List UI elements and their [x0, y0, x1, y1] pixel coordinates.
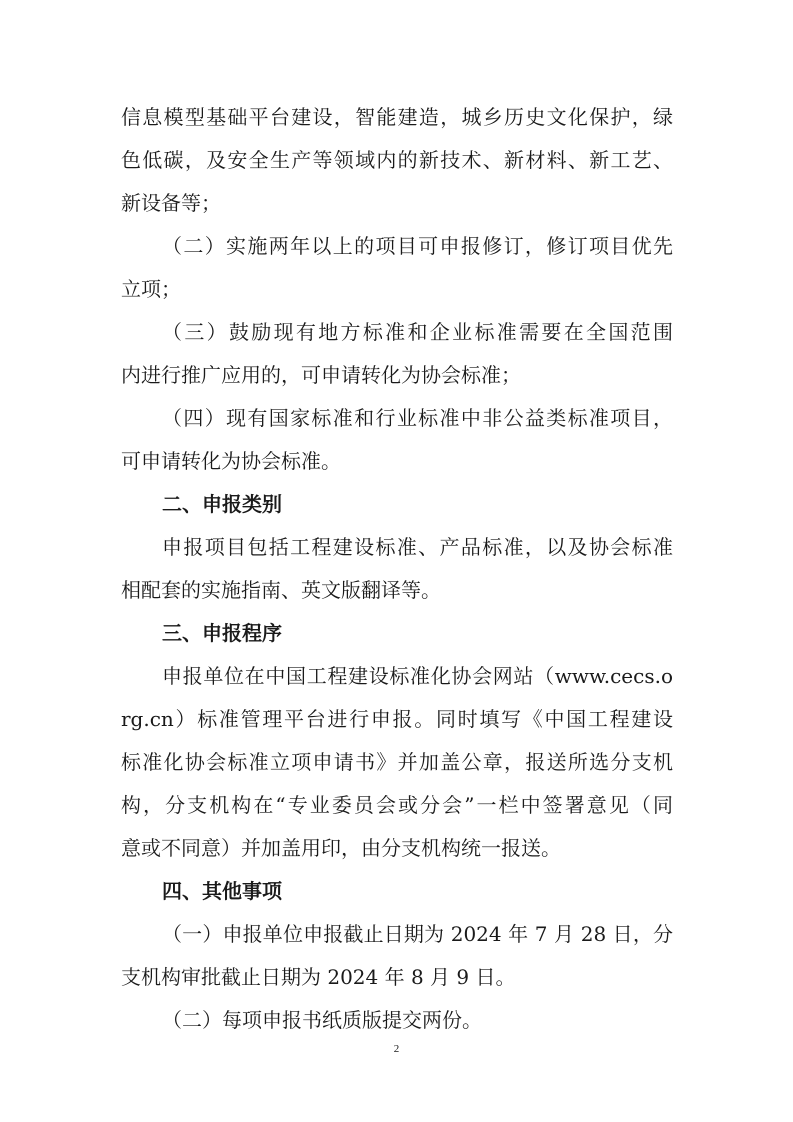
body-line: （二）实施两年以上的项目可申报修订，修订项目优先: [162, 234, 673, 258]
body-line: 构，分支机构在“专业委员会或分会”一栏中签署意见（同: [121, 793, 673, 817]
body-line: 信息模型基础平台建设，智能建造，城乡历史文化保护，绿: [121, 105, 673, 129]
page-number: 2: [393, 1043, 400, 1055]
section-heading: 二、申报类别: [162, 492, 282, 516]
body-line: 意或不同意）并加盖用印，由分支机构统一报送。: [121, 836, 561, 860]
body-line: 申报单位在中国工程建设标准化协会网站（www.cecs.o: [162, 664, 673, 688]
section-heading: 四、其他事项: [162, 879, 282, 903]
section-heading: 三、申报程序: [162, 621, 282, 645]
body-line: 立项；: [121, 277, 181, 301]
body-line: 支机构审批截止日期为 2024 年 8 月 9 日。: [121, 965, 516, 989]
body-line: 内进行推广应用的，可申请转化为协会标准；: [121, 363, 521, 387]
body-line: （三）鼓励现有地方标准和企业标准需要在全国范围: [162, 320, 673, 344]
body-line: 申报项目包括工程建设标准、产品标准，以及协会标准: [162, 535, 673, 559]
body-line: （四）现有国家标准和行业标准中非公益类标准项目，: [162, 406, 673, 430]
body-line: 标准化协会标准立项申请书》并加盖公章，报送所选分支机: [121, 750, 673, 774]
body-line: rg.cn）标准管理平台进行申报。同时填写《中国工程建设: [121, 707, 673, 731]
body-line: 相配套的实施指南、英文版翻译等。: [121, 578, 441, 602]
body-line: 新设备等；: [121, 191, 221, 215]
body-line: 可申请转化为协会标准。: [121, 449, 341, 473]
body-line: （二）每项申报书纸质版提交两份。: [162, 1008, 482, 1032]
body-line: （一）申报单位申报截止日期为 2024 年 7 月 28 日，分: [162, 922, 673, 946]
body-line: 色低碳，及安全生产等领域内的新技术、新材料、新工艺、: [121, 148, 673, 172]
